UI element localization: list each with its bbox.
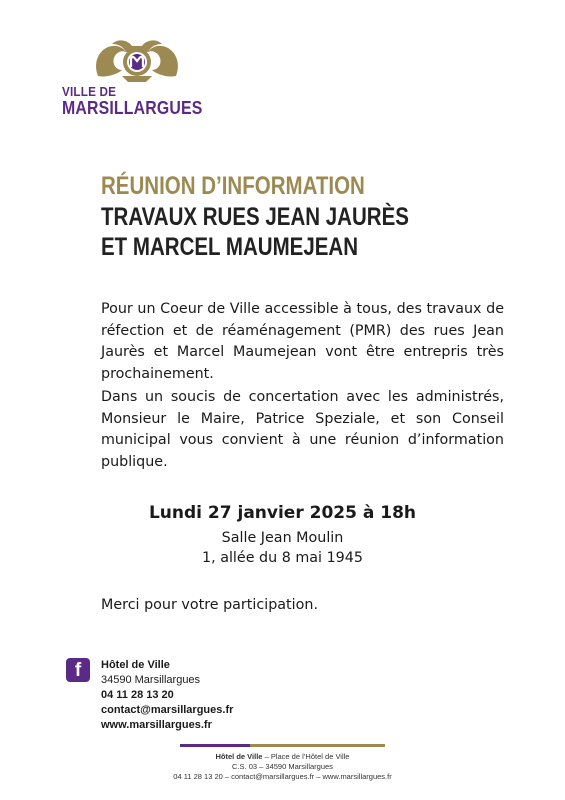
closing-text: Merci pour votre participation. [101,597,318,613]
logo-text-ville-de: VILLE DE [62,84,117,99]
facebook-icon[interactable]: f [66,658,90,682]
heading-reunion: RÉUNION D’INFORMATION [101,172,365,200]
footer-divider-accent [180,744,250,747]
logo-text-marsillargues: MARSILLARGUES [62,98,203,118]
contact-website[interactable]: www.marsillargues.fr [101,719,212,731]
body-paragraph-2: Dans un soucis de concertation avec les administrés, Monsieur le Maire, Patrice Speziale, et son Conseil municipal vous convient à une réunion d’information publique. [101,389,504,470]
event-venue: Salle Jean Moulin [221,530,344,546]
contact-phone[interactable]: 04 11 28 13 20 [101,689,174,701]
contact-city: 34590 Marsillargues [101,674,201,686]
body-paragraph-1: Pour un Coeur de Ville accessible à tous, des travaux de réfection et de réaménagement (PMR) des rues Jean Jaurès et Marcel Maumejean vont être entrepris très prochainement. [101,301,504,382]
heading-travaux-line1: TRAVAUX RUES JEAN JAURÈS [101,203,409,231]
contact-name: Hôtel de Ville [101,659,170,671]
contact-block [101,658,233,733]
footer-line-1 [0,752,565,761]
footer-place: – Place de l’Hôtel de Ville [262,752,350,761]
footer-line-3: 04 11 28 13 20 – contact@marsillargues.fr – www.marsillargues.fr [173,772,392,781]
event-date: Lundi 27 janvier 2025 à 18h [148,503,417,523]
logo [62,36,242,126]
footer-hotel-de-ville: Hôtel de Ville [215,752,263,761]
heading-travaux-line2: ET MARCEL MAUMEJEAN [101,233,359,261]
municipal-crest-icon [92,36,182,84]
event-address: 1, allée du 8 mai 1945 [202,550,363,566]
footer-line-2: C.S. 03 – 34590 Marsillargues [232,762,333,771]
contact-email[interactable]: contact@marsillargues.fr [101,704,234,716]
